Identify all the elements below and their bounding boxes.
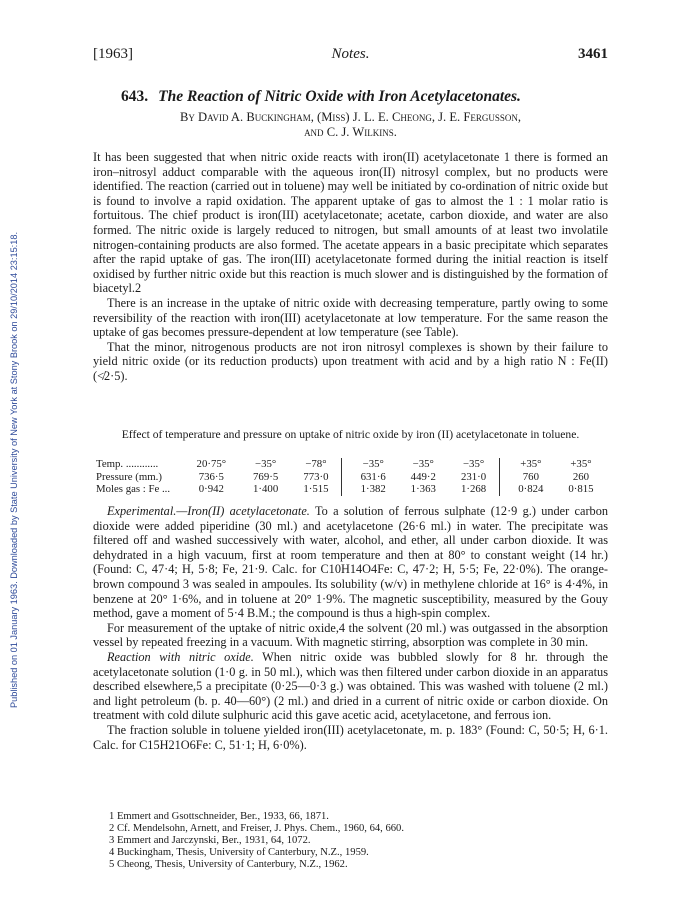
table-cell: 260 [572, 470, 590, 483]
experimental-paragraph-4: The fraction soluble in toluene yielded iron(III) acetylacetonate, m. p. 183° (Found: C, 50·5; H, 6·1. Calc. for C15H21O6Fe: C, 51·1; H, 6·0%). [93, 722, 608, 752]
table-cell: 1·400 [253, 483, 279, 495]
table-cell: −35° [462, 458, 485, 470]
header-year: [1963] [93, 46, 133, 62]
table-cell: +35° [570, 458, 592, 470]
intro-paragraph-2: There is an increase in the uptake of nitric oxide with decreasing temperature, partly owing to some reversibility of the reaction with iron(III) acetylacetonate at low temperature. For the same reason the uptake of gas becomes pressure-dependent at low temperature (see Table). [93, 295, 608, 340]
authors-line-1: By David A. Buckingham, (Miss) J. L. E. Cheong, J. E. Fergusson, [180, 110, 521, 124]
table-cell: +35° [520, 458, 542, 470]
table-cell: 0·942 [198, 483, 224, 495]
article-number: 643. [121, 88, 149, 105]
row-label: Moles gas : Fe ... [96, 483, 171, 495]
table-cell: 1·363 [410, 483, 436, 495]
table-cell: −35° [362, 458, 384, 470]
footnote: 2 Cf. Mendelsohn, Arnett, and Freiser, J. Phys. Chem., 1960, 64, 660. [109, 823, 405, 835]
table-cell: 0·815 [568, 483, 594, 495]
article-title-text: The Reaction of Nitric Oxide with Iron Acetylacetonates. [158, 88, 521, 105]
footnotes [109, 811, 609, 871]
row-label: Temp. ............ [96, 458, 159, 470]
table-cell: 0·824 [518, 483, 544, 495]
header-section: Notes. [331, 46, 370, 62]
author-list [93, 110, 608, 140]
experimental-paragraph-3 [93, 650, 608, 723]
experimental-paragraph-1-text: To a solution of ferrous sulphate (12·9 g.) under carbon dioxide were added piperidine (30 ml.) and acetylacetone (26·6 ml.) in water. The precipitate was filtered off and washed successively with water, alcohol, and ether, all under carbon dioxide. It was dehydrated in a high vacuum, first at room temperature and then at 80° to constant weight (14 hr.) (Found: C, 47·4; H, 5·8; Fe, 21·9. Calc. for C10H14O4Fe: C, 47·2; H, 5·5; Fe, 22·0%). The orange-brown compound 3 was sealed in ampoules. Its solubility (w/v) in methylene chloride at 16° is 4·4%, in benzene at 20° 1·6%, and in toluene at 20° 1·9%. The magnetic susceptibility, measured by the Gouy method, gave a moment of 5·4 B.M.; the compound is thus a high-spin complex. [93, 504, 608, 621]
table-cell: 631·6 [360, 470, 386, 483]
footnote: 4 Buckingham, Thesis, University of Canterbury, N.Z., 1959. [109, 847, 369, 859]
experimental-heading: Experimental.—Iron(II) acetylacetonate. [107, 504, 310, 518]
table-row [96, 471, 606, 484]
table-row [96, 458, 606, 471]
row-label: Pressure (mm.) [96, 470, 162, 483]
table-cell: 760 [522, 470, 539, 483]
table-cell: −78° [305, 458, 327, 470]
experimental-paragraph-2: For measurement of the uptake of nitric oxide,4 the solvent (20 ml.) was outgassed in the absorption vessel by repeated freezing in a vacuum. With magnetic stirring, absorption was complete in 30 min. [93, 620, 608, 650]
table-cell: −35° [255, 458, 277, 470]
table-cell: −35° [412, 458, 434, 470]
article-title [93, 88, 608, 106]
introduction [93, 150, 608, 384]
table-cell: 769·5 [253, 470, 279, 483]
download-watermark [0, 0, 28, 912]
table-cell: 231·0 [460, 470, 487, 483]
experimental-paragraph-1 [93, 504, 608, 621]
table-caption: Effect of temperature and pressure on uptake of nitric oxide by iron (II) acetylacetonate in toluene. [121, 428, 580, 441]
results-table [96, 458, 606, 496]
table-cell: 1·382 [360, 483, 386, 495]
intro-paragraph-3: That the minor, nitrogenous products are not iron nitrosyl complexes is shown by their failure to yield nitric oxide (or its reduction products) upon treatment with acid and by a high ratio N : Fe(II) (≮2·5). [93, 339, 608, 383]
table-cell: 1·515 [303, 483, 329, 495]
download-watermark-text: Published on 01 January 1963. Downloaded by State University of New York at Stony Brook on 29/10/2014 23:15:18. [9, 231, 19, 709]
experimental-paragraph-3-text: When nitric oxide was bubbled slowly for 8 hr. through the acetylacetonate solution (1·0 g. in 50 ml.), which was then filtered under carbon dioxide in an apparatus described elsewhere,5 a precipitate (0·25—0·3 g.) was obtained. This was washed with toluene (2 ml.) and light petroleum (b. p. 40—60°) (2 ml.) and dried in a current of nitric oxide or carbon dioxide. On treatment with cold dilute sulphuric acid this gave acetic acid, acetylacetone, and ferrous ion. [93, 649, 608, 723]
table-cell: 1·268 [460, 483, 487, 495]
reaction-heading: Reaction with nitric oxide. [107, 649, 254, 664]
authors-line-2: and C. J. Wilkins. [304, 125, 397, 139]
table-cell: 773·0 [303, 470, 329, 483]
table-row [96, 483, 606, 496]
footnote: 1 Emmert and Gsottschneider, Ber., 1933, 66, 1871. [109, 811, 329, 822]
experimental-section [93, 504, 608, 752]
footnote: 5 Cheong, Thesis, University of Canterbury, N.Z., 1962. [109, 859, 348, 871]
table-cell: 20·75° [196, 458, 227, 470]
running-header [93, 46, 608, 66]
table-cell: 449·2 [410, 470, 436, 483]
intro-paragraph-1: It has been suggested that when nitric oxide reacts with iron(II) acetylacetonate 1 there is formed an iron–nitrosyl adduct comparable with the aqueous iron(II) nitrosyl complex, but no products were identified. The reaction (carried out in toluene) may well be initiated by co-ordination of nitric oxide but is found to involve a rapid oxidation. The apparent uptake of gas to almost the 1 : 1 molar ratio is fortuitous. The chief product is iron(III) acetylacetonate; acetate, carbon dioxide, and water are also formed. The nitric oxide is largely reduced to nitrogen, but small amounts of at least two involatile nitrogen-containing products are also formed. The acetate appears in a basic precipitate which separates after the rapid uptake of gas. The iron(III) acetylacetonate formed during the initial reaction is itself oxidised by further nitric oxide but this reaction is much slower and is distinguished by the formation of biacetyl.2 [93, 150, 608, 296]
table-cell: 736·5 [198, 470, 224, 483]
footnote: 3 Emmert and Jarczynski, Ber., 1931, 64, 1072. [109, 835, 311, 847]
header-page-number: 3461 [578, 46, 608, 62]
